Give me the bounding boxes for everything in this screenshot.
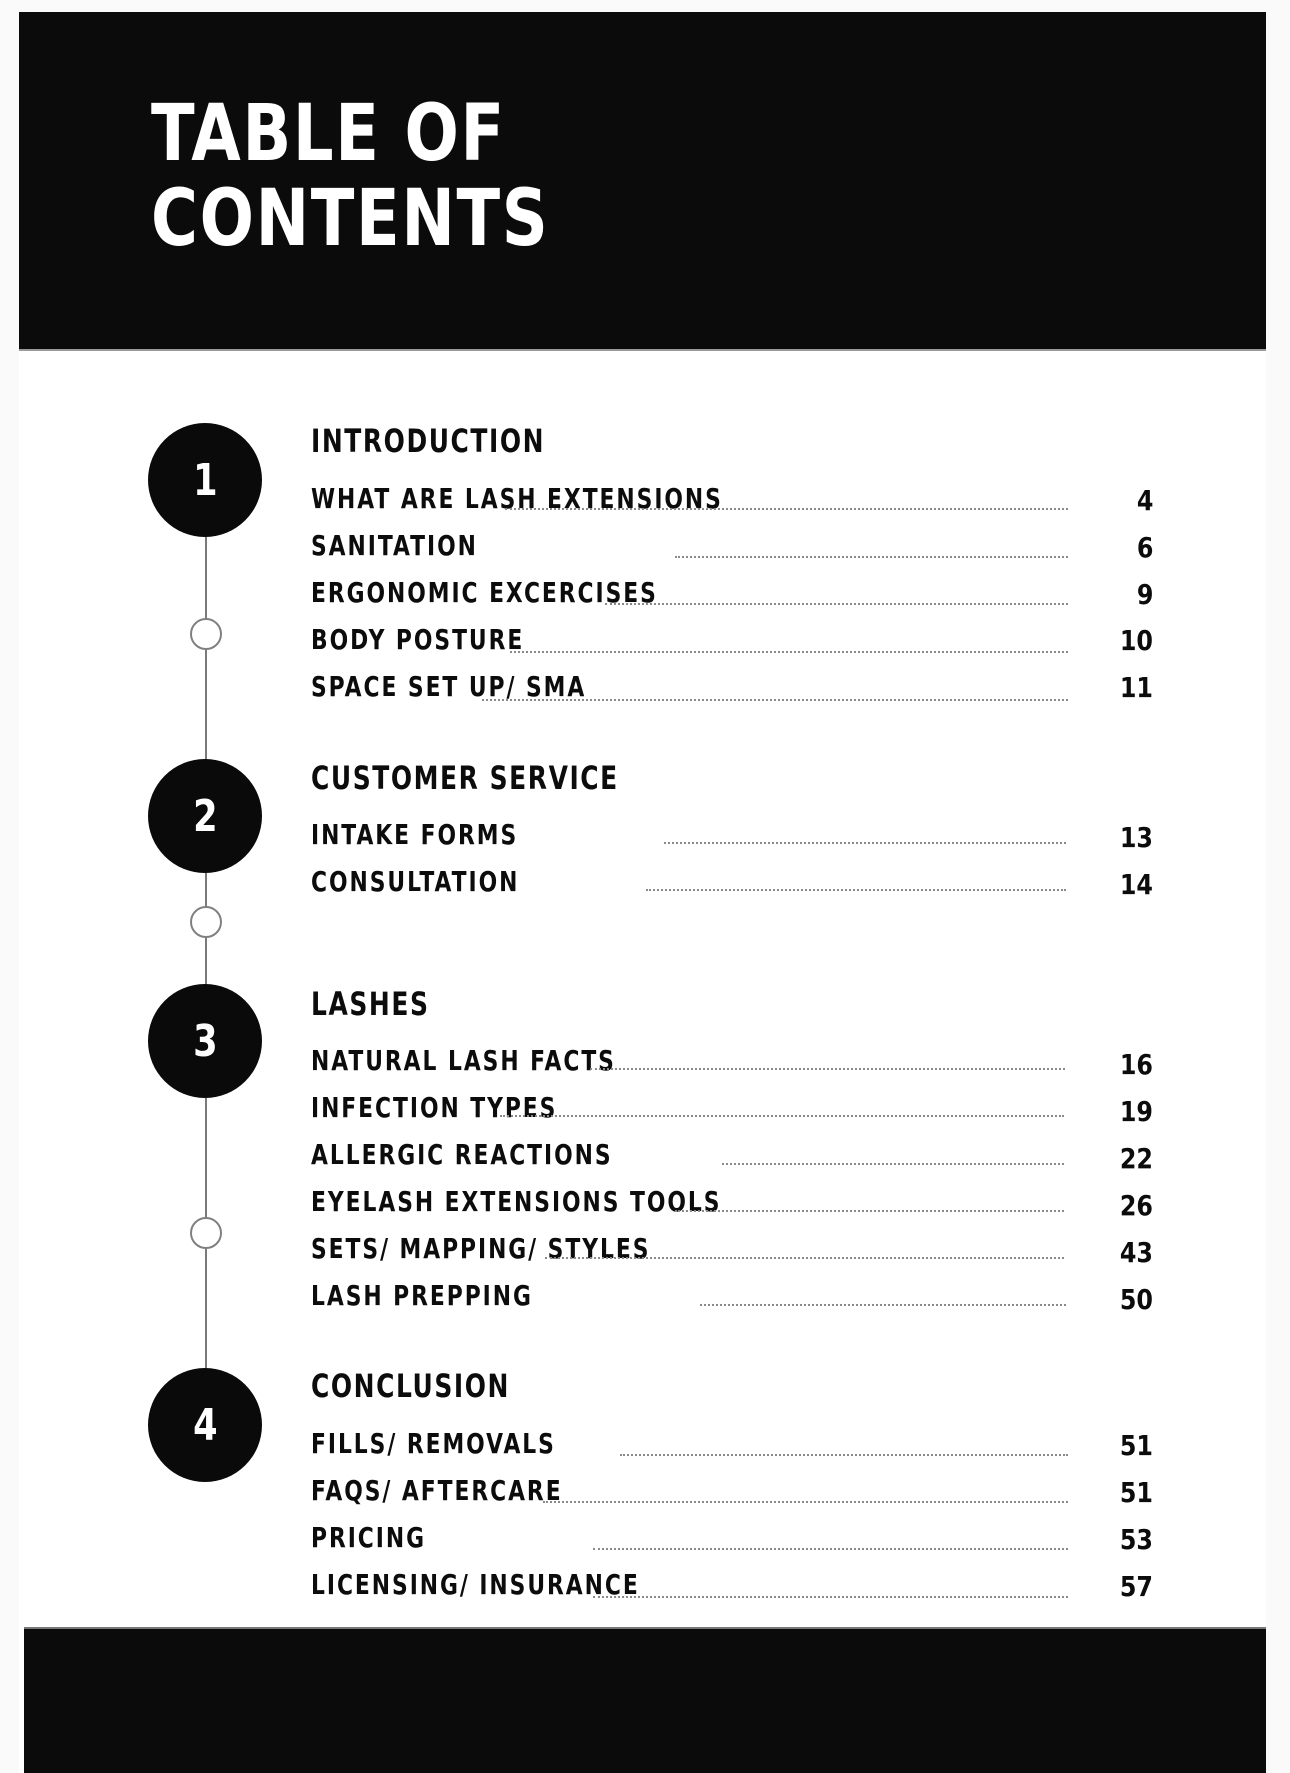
dot-leader xyxy=(664,842,1066,844)
dot-leader xyxy=(675,556,1068,558)
section-heading: CONCLUSION xyxy=(311,1367,510,1405)
section-number: 3 xyxy=(192,1015,218,1067)
toc-entry-label[interactable]: WHAT ARE LASH EXTENSIONS xyxy=(311,482,723,515)
title-line-1: TABLE OF xyxy=(151,89,506,179)
section-heading: LASHES xyxy=(311,985,430,1023)
page-title xyxy=(151,89,550,264)
section-number-badge xyxy=(148,1368,262,1482)
toc-page-number[interactable]: 57 xyxy=(1119,1570,1153,1603)
toc-page-number[interactable]: 22 xyxy=(1119,1142,1153,1175)
timeline-dot-icon xyxy=(190,906,222,938)
toc-page-number[interactable]: 4 xyxy=(1136,484,1153,517)
timeline-dot-icon xyxy=(190,1217,222,1249)
dot-leader xyxy=(675,1210,1064,1212)
dot-leader xyxy=(545,1257,1064,1259)
section-number: 4 xyxy=(192,1399,218,1451)
toc-page-number[interactable]: 26 xyxy=(1119,1189,1153,1222)
toc-page-number[interactable]: 6 xyxy=(1136,531,1153,564)
section-number: 1 xyxy=(192,454,218,506)
toc-page-number[interactable]: 19 xyxy=(1119,1095,1153,1128)
section-number-badge xyxy=(148,423,262,537)
toc-entry-label[interactable]: BODY POSTURE xyxy=(311,623,525,656)
title-line-2: CONTENTS xyxy=(151,174,550,264)
toc-page-number[interactable]: 51 xyxy=(1119,1476,1153,1509)
toc-page-number[interactable]: 51 xyxy=(1119,1429,1153,1462)
footer-bar xyxy=(24,1627,1266,1773)
toc-page-number[interactable]: 50 xyxy=(1119,1283,1153,1316)
dot-leader xyxy=(593,1548,1068,1550)
dot-leader xyxy=(543,1501,1068,1503)
toc-entry-label[interactable]: ALLERGIC REACTIONS xyxy=(311,1138,613,1171)
dot-leader xyxy=(500,1115,1064,1117)
dot-leader xyxy=(646,889,1066,891)
toc-entry-label[interactable]: NATURAL LASH FACTS xyxy=(311,1044,616,1077)
toc-entry-label[interactable]: FAQS/ AFTERCARE xyxy=(311,1474,563,1507)
toc-entry-label[interactable]: SPACE SET UP/ SMA xyxy=(311,670,587,703)
toc-entry-label[interactable]: SANITATION xyxy=(311,529,478,562)
toc-page-number[interactable]: 9 xyxy=(1136,578,1153,611)
dot-leader xyxy=(482,699,1068,701)
toc-page-number[interactable]: 10 xyxy=(1119,624,1153,657)
toc-page-number[interactable]: 43 xyxy=(1119,1236,1153,1269)
toc-page-number[interactable]: 53 xyxy=(1119,1523,1153,1556)
toc-entry-label[interactable]: ERGONOMIC EXCERCISES xyxy=(311,576,658,609)
timeline-dot-icon xyxy=(190,618,222,650)
toc-entry-label[interactable]: FILLS/ REMOVALS xyxy=(311,1427,556,1460)
dot-leader xyxy=(593,1596,1068,1598)
toc-page-number[interactable]: 11 xyxy=(1119,671,1153,704)
section-number: 2 xyxy=(192,790,218,842)
toc-entry-label[interactable]: SETS/ MAPPING/ STYLES xyxy=(311,1232,651,1265)
dot-leader xyxy=(510,651,1068,653)
toc-page-number[interactable]: 16 xyxy=(1119,1048,1153,1081)
toc-entry-label[interactable]: EYELASH EXTENSIONS TOOLS xyxy=(311,1185,722,1218)
toc-entry-label[interactable]: INTAKE FORMS xyxy=(311,818,519,851)
section-heading: INTRODUCTION xyxy=(311,422,546,460)
dot-leader xyxy=(505,508,1068,510)
toc-page-number[interactable]: 13 xyxy=(1119,821,1153,854)
toc-page-number[interactable]: 14 xyxy=(1119,868,1153,901)
toc-entry-label[interactable]: LASH PREPPING xyxy=(311,1279,533,1312)
dot-leader xyxy=(722,1163,1064,1165)
dot-leader xyxy=(700,1304,1066,1306)
toc-entry-label[interactable]: PRICING xyxy=(311,1521,426,1554)
dot-leader xyxy=(590,1068,1065,1070)
dot-leader xyxy=(605,603,1068,605)
toc-entry-label[interactable]: LICENSING/ INSURANCE xyxy=(311,1568,640,1601)
section-number-badge xyxy=(148,759,262,873)
dot-leader xyxy=(620,1454,1068,1456)
toc-entry-label[interactable]: CONSULTATION xyxy=(311,865,520,898)
section-number-badge xyxy=(148,984,262,1098)
section-heading: CUSTOMER SERVICE xyxy=(311,759,619,797)
toc-entry-label[interactable]: INFECTION TYPES xyxy=(311,1091,558,1124)
